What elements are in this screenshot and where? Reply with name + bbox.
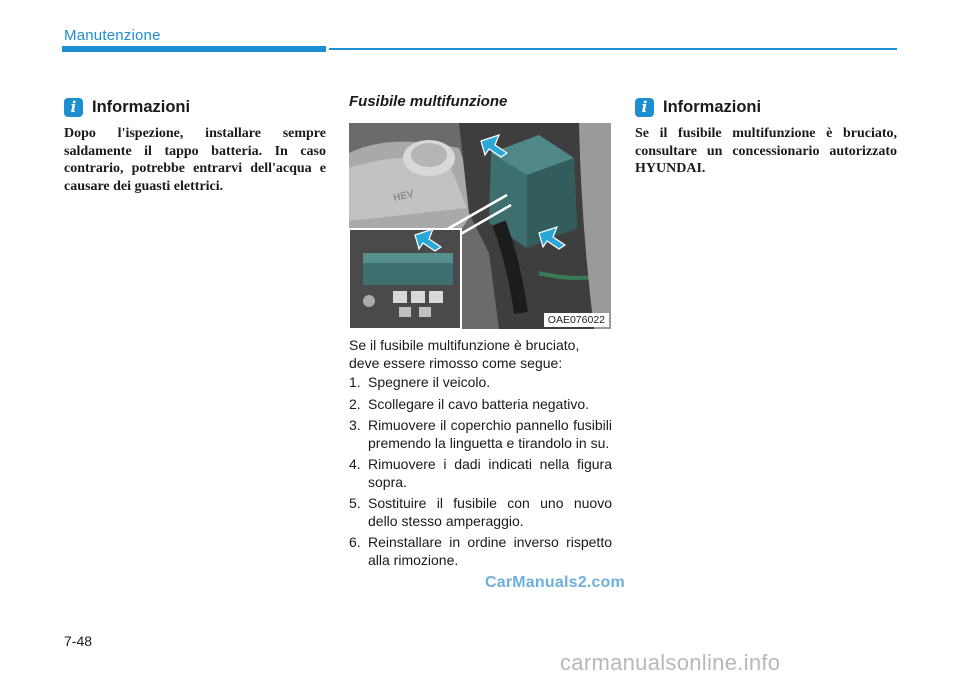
list-item [349,456,612,491]
figure-hev-label: HEV [392,188,415,204]
step-number: 1. [349,374,361,390]
right-info-text: Se il fusibile multifunzione è bruciato, consultare un concessionario autorizzato HYUNDAI. [635,126,897,176]
info-icon: i [635,98,654,117]
list-item [349,534,612,569]
step-text: Sostituire il fusibile con uno nuovo dello stesso amperaggio. [368,495,612,529]
list-item [349,374,612,392]
section-title: Manutenzione [64,27,161,44]
page-number: 7-48 [64,633,93,649]
list-item [349,396,612,414]
step-text: Spegnere il veicolo. [368,374,491,390]
step-text: Reinstallare in ordine inverso rispetto alla rimozione. [368,534,612,568]
left-info-heading [64,98,190,117]
step-number: 4. [349,456,361,472]
watermark: CarManuals2.com [485,574,625,591]
info-icon: i [64,98,83,117]
fuse-heading: Fusibile multifunzione [349,93,508,110]
figure-code: OAE076022 [544,313,609,327]
steps-list [349,374,612,573]
step-text: Rimuovere il coperchio pannello fusibili premendo la linguetta e tirandolo in su. [368,417,612,451]
footer-watermark: carmanualsonline.info [560,650,781,675]
step-number: 5. [349,495,361,511]
list-item [349,495,612,530]
engine-figure [349,123,611,329]
fuse-intro: Se il fusibile multifunzione è bruciato, deve essere rimosso come segue: [349,337,580,371]
step-number: 3. [349,417,361,433]
left-info-title: Informazioni [92,98,191,116]
right-info-heading [635,98,761,117]
right-info-title: Informazioni [663,98,762,116]
left-info-text: Dopo l'ispezione, installare sempre saldamente il tappo batteria. In caso contrario, potrebbe entrarvi dell'acqua e causare dei guasti elettrici. [64,126,326,194]
step-text: Scollegare il cavo batteria negativo. [368,395,590,412]
step-text: Rimuovere i dadi indicati nella figura sopra. [368,456,612,490]
step-number: 6. [349,534,361,550]
header-bar-thin [329,48,897,50]
list-item [349,417,612,452]
header-bar-thick [62,46,326,52]
step-number: 2. [349,395,361,412]
